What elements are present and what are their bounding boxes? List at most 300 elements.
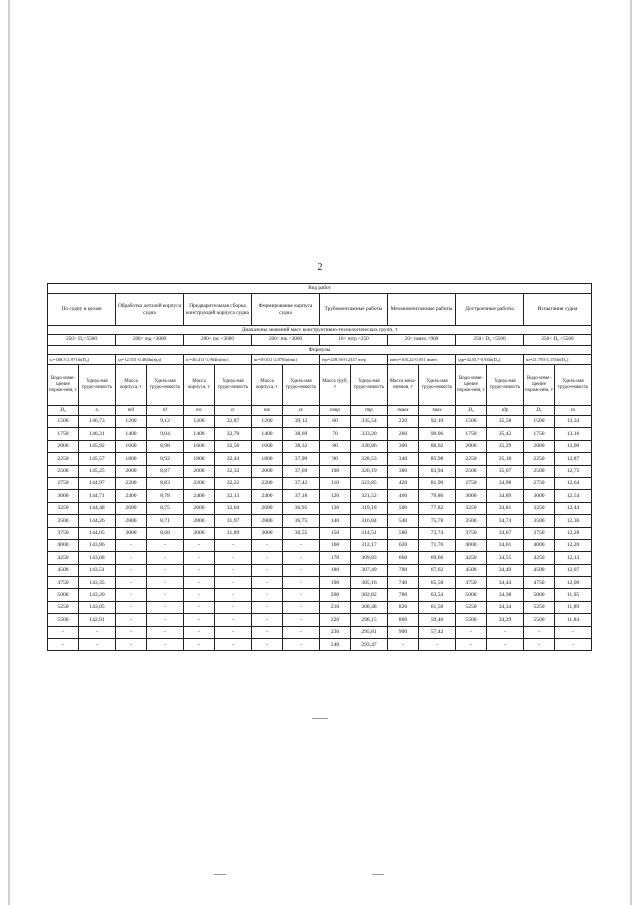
table-cell: 2250 (524, 453, 555, 465)
table-cell: 307,49 (351, 564, 388, 576)
table-cell: 13,34 (555, 416, 592, 428)
table-cell: 2400 (116, 490, 147, 502)
table-cell: - (283, 614, 320, 626)
column-header: Удель-ная трудо-емкость (215, 365, 252, 406)
table-cell: 144,05 (79, 527, 116, 539)
column-header: Удель-ная трудо-емкость (283, 365, 320, 406)
table-cell: 32,13 (215, 490, 252, 502)
table-cell: 316,84 (351, 515, 388, 527)
table-cell: 13,16 (555, 428, 592, 440)
table-cell: 110 (320, 477, 351, 489)
table-cell: 35,29 (487, 440, 524, 452)
table-cell: 90,06 (419, 428, 456, 440)
table-cell: 11,84 (555, 614, 592, 626)
table-cell: 8,98 (147, 440, 184, 452)
table-cell: - (184, 552, 215, 564)
table-cell: - (419, 639, 456, 651)
table-cell: 220 (320, 614, 351, 626)
table-cell: - (184, 577, 215, 589)
table-cell: 2800 (252, 515, 283, 527)
table-row (48, 552, 592, 564)
column-symbol: tк (283, 406, 320, 416)
table-cell: 34,44 (487, 577, 524, 589)
table-cell: 2000 (116, 465, 147, 477)
table-cell: 4250 (456, 552, 487, 564)
table-row (48, 601, 592, 613)
column-symbol: D₀ (48, 406, 79, 416)
table-cell: - (116, 552, 147, 564)
table-cell: 2000 (456, 440, 487, 452)
mass-range-cell: 250< D₀ <5500 (456, 335, 524, 346)
table-cell: 780 (388, 589, 419, 601)
table-cell: - (147, 539, 184, 551)
table-cell: 660 (388, 552, 419, 564)
table-cell: 580 (388, 527, 419, 539)
formula-cell: tₛ=168,5-2,971ln(D₀) (48, 355, 116, 365)
column-header: Масса меха-низмов, т (388, 365, 419, 406)
table-cell: 1600 (184, 440, 215, 452)
table-cell: 142,91 (79, 614, 116, 626)
table-cell: 88,02 (419, 440, 456, 452)
table-title: Вид работ (48, 284, 592, 294)
column-header: Масса труб, т (320, 365, 351, 406)
formula-cell: tд=12,551-0,484ln(mд) (116, 355, 184, 365)
table-cell: 32,04 (215, 502, 252, 514)
table-cell: 9,12 (147, 416, 184, 428)
labor-intensity-table-wrapper (47, 283, 591, 651)
table-cell: 12,13 (555, 552, 592, 564)
table-cell: 12,00 (555, 577, 592, 589)
table-cell: 12,54 (555, 490, 592, 502)
table-row (48, 564, 592, 576)
table-cell: 1500 (456, 416, 487, 428)
table-cell: 145,25 (79, 465, 116, 477)
table-cell: 32,22 (215, 477, 252, 489)
work-type-header: Формирование корпуса судна (252, 294, 320, 326)
table-cell: 2600 (184, 502, 215, 514)
column-symbol: tдр (487, 406, 524, 416)
table-cell: 12,75 (555, 465, 592, 477)
table-cell: 319,18 (351, 502, 388, 514)
table-cell: 220 (388, 416, 419, 428)
table-cell: 34,29 (487, 614, 524, 626)
table-row (48, 465, 592, 477)
table-cell: 13,00 (555, 440, 592, 452)
table-cell: 1600 (252, 440, 283, 452)
table-cell: 69,66 (419, 552, 456, 564)
table-cell: 5250 (524, 601, 555, 613)
table-cell: - (147, 601, 184, 613)
table-cell: 3750 (524, 527, 555, 539)
column-header: Масса корпуса, т (184, 365, 215, 406)
table-cell: 143,05 (79, 601, 116, 613)
table-cell: 57,42 (419, 626, 456, 638)
table-cell: 5500 (456, 614, 487, 626)
table-cell: 328,53 (351, 453, 388, 465)
table-cell: 8,71 (147, 515, 184, 527)
table-cell: 2600 (116, 502, 147, 514)
table-cell: 323,85 (351, 477, 388, 489)
table-cell: 5000 (524, 589, 555, 601)
table-cell: - (487, 626, 524, 638)
work-type-header: Механомонтажные работы (388, 294, 456, 326)
table-cell: 12,87 (555, 453, 592, 465)
table-cell: 11,95 (555, 589, 592, 601)
table-cell: 4000 (48, 539, 79, 551)
table-cell: 36,55 (283, 527, 320, 539)
table-cell: - (252, 564, 283, 576)
table-cell: - (456, 639, 487, 651)
table-cell: - (79, 639, 116, 651)
table-cell: 2000 (184, 465, 215, 477)
table-row (48, 428, 592, 440)
table-cell: 144,71 (79, 490, 116, 502)
table-cell: 305,16 (351, 577, 388, 589)
table-cell: 144,26 (79, 515, 116, 527)
table-cell: 34,74 (487, 515, 524, 527)
table-cell: 2750 (456, 477, 487, 489)
table-cell: 900 (388, 626, 419, 638)
table-row (48, 502, 592, 514)
column-header: Водо-изме-щение порож-нем, т (48, 365, 79, 406)
table-cell: 2250 (48, 453, 79, 465)
column-header: Водо-изме-щение порож-нем, т (524, 365, 555, 406)
table-cell: 100 (320, 465, 351, 477)
table-cell: 32,87 (215, 416, 252, 428)
table-cell: - (283, 539, 320, 551)
table-cell: 460 (388, 490, 419, 502)
table-cell: 4750 (48, 577, 79, 589)
table-cell: 4750 (524, 577, 555, 589)
table-cell: 330,86 (351, 440, 388, 452)
table-cell: 3000 (252, 527, 283, 539)
table-cell: 309,83 (351, 552, 388, 564)
table-row (48, 515, 592, 527)
table-cell: 1500 (48, 416, 79, 428)
table-cell: 32,44 (215, 453, 252, 465)
table-cell: 2400 (184, 490, 215, 502)
table-cell: 70 (320, 428, 351, 440)
table-cell: 34,55 (487, 552, 524, 564)
table-cell: 59,46 (419, 614, 456, 626)
table-cell: 3750 (456, 527, 487, 539)
table-cell: - (252, 639, 283, 651)
table-cell: 120 (320, 490, 351, 502)
table-cell: - (215, 626, 252, 638)
mass-range-cell: 200< mс <3000 (184, 335, 252, 346)
table-row (48, 639, 592, 651)
table-cell: - (116, 564, 147, 576)
table-row (48, 589, 592, 601)
table-cell: - (184, 601, 215, 613)
table-cell: 12,44 (555, 502, 592, 514)
table-cell: 1750 (456, 428, 487, 440)
table-row (48, 453, 592, 465)
table-cell: - (184, 589, 215, 601)
table-cell: 333,20 (351, 428, 388, 440)
table-cell: - (388, 639, 419, 651)
table-cell: - (524, 626, 555, 638)
mass-range-cell: 250< D₀<5500 (48, 335, 116, 346)
table-row (48, 614, 592, 626)
table-cell: 2200 (252, 477, 283, 489)
table-cell: 77,82 (419, 502, 456, 514)
labor-intensity-table (47, 283, 592, 651)
table-cell: 34,34 (487, 601, 524, 613)
scan-left-edge (8, 0, 10, 905)
table-row (48, 527, 592, 539)
table-cell: 37,69 (283, 465, 320, 477)
table-cell: 31,89 (215, 527, 252, 539)
table-cell: 1800 (116, 453, 147, 465)
table-cell: 144,97 (79, 477, 116, 489)
table-cell: 73,74 (419, 527, 456, 539)
column-header: Удель-ная трудо-емкость (419, 365, 456, 406)
table-cell: 1200 (184, 416, 215, 428)
table-cell: 37,42 (283, 477, 320, 489)
table-cell: - (147, 614, 184, 626)
table-row (48, 490, 592, 502)
column-header: Масса корпуса, т (116, 365, 147, 406)
table-cell: - (252, 626, 283, 638)
formula-cell: tс=40,411-1,964ln(mс) (184, 355, 252, 365)
formulas-title: Формулы (48, 346, 592, 355)
table-row (48, 577, 592, 589)
table-cell: 210 (320, 601, 351, 613)
column-symbol: D₀ (524, 406, 555, 416)
column-symbol: tₛ (79, 406, 116, 416)
mass-range-cell: 200< mк <3000 (252, 335, 320, 346)
table-cell: 335,54 (351, 416, 388, 428)
table-cell: 860 (388, 614, 419, 626)
table-cell: - (555, 639, 592, 651)
table-cell: - (252, 601, 283, 613)
table-cell: - (487, 639, 524, 651)
table-cell: 37,99 (283, 453, 320, 465)
table-cell: 37,18 (283, 490, 320, 502)
table-cell: 4500 (48, 564, 79, 576)
mass-range-cell: 250< D₀ <5500 (524, 335, 592, 346)
table-cell: 2000 (252, 465, 283, 477)
table-cell: 160 (320, 539, 351, 551)
table-cell: 12,36 (555, 515, 592, 527)
table-cell: 34,81 (487, 502, 524, 514)
table-cell: 32,70 (215, 428, 252, 440)
table-cell: 5000 (456, 589, 487, 601)
table-cell: 321,52 (351, 490, 388, 502)
table-cell: - (252, 577, 283, 589)
table-cell: 12,20 (555, 539, 592, 551)
table-row (48, 416, 592, 428)
table-cell: - (215, 552, 252, 564)
table-cell: 32,32 (215, 465, 252, 477)
table-cell: 260 (388, 428, 419, 440)
table-cell: 1400 (184, 428, 215, 440)
table-cell: 2750 (48, 477, 79, 489)
table-cell: - (79, 626, 116, 638)
table-cell: 1800 (252, 453, 283, 465)
work-type-header: Трубомонтажные работы (320, 294, 388, 326)
table-cell: - (116, 539, 147, 551)
table-cell: - (116, 639, 147, 651)
table-cell: 143,35 (79, 577, 116, 589)
table-cell: 2800 (116, 515, 147, 527)
table-cell: 3000 (524, 490, 555, 502)
scan-mark (372, 874, 384, 875)
formula-cell: tмех=103,22-0,051 mмех (388, 355, 456, 365)
table-cell: - (116, 614, 147, 626)
table-cell: 34,61 (487, 539, 524, 551)
table-cell: - (147, 639, 184, 651)
formula-cell: tдр=42,817-0,94ln(D₀) (456, 355, 524, 365)
table-cell: 38,69 (283, 428, 320, 440)
work-type-header: Предварительная сборка конструкций корпуса судна (184, 294, 252, 326)
table-cell: - (215, 539, 252, 551)
table-cell: 12,28 (555, 527, 592, 539)
table-cell: 170 (320, 552, 351, 564)
table-cell: 9,04 (147, 428, 184, 440)
table-cell: 1200 (252, 416, 283, 428)
column-header: Удель-ная трудо-емкость (487, 365, 524, 406)
table-cell: 143,86 (79, 539, 116, 551)
table-cell: 3000 (184, 527, 215, 539)
table-cell: 34,67 (487, 527, 524, 539)
column-symbol: mс (184, 406, 215, 416)
table-cell: 1400 (116, 428, 147, 440)
mass-range-cell: 10< mтр <250 (320, 335, 388, 346)
table-cell: 5250 (48, 601, 79, 613)
column-symbol: D₀ (456, 406, 487, 416)
table-cell: - (147, 577, 184, 589)
table-cell: - (147, 626, 184, 638)
table-cell: 39,12 (283, 416, 320, 428)
table-cell: 12,07 (555, 564, 592, 576)
table-cell: - (215, 577, 252, 589)
table-cell: 1750 (48, 428, 79, 440)
table-cell: 3250 (48, 502, 79, 514)
ranges-title: Диапазоны значений масс конструктивно-технологических групп, т (48, 326, 592, 335)
table-cell: - (283, 552, 320, 564)
table-cell: 31,97 (215, 515, 252, 527)
table-cell: - (184, 564, 215, 576)
column-header: Удель-ная трудо-емкость (351, 365, 388, 406)
table-cell: 38,32 (283, 440, 320, 452)
table-cell: 8,68 (147, 527, 184, 539)
table-cell: 36,75 (283, 515, 320, 527)
table-cell: 540 (388, 515, 419, 527)
table-cell: 298,15 (351, 614, 388, 626)
table-cell: - (184, 626, 215, 638)
table-cell: 420 (388, 477, 419, 489)
table-cell: 8,83 (147, 477, 184, 489)
table-cell: 145,57 (79, 453, 116, 465)
table-cell: 240 (320, 639, 351, 651)
table-cell: - (252, 552, 283, 564)
table-cell: 5250 (456, 601, 487, 613)
table-cell: 1500 (524, 416, 555, 428)
table-cell: - (283, 577, 320, 589)
table-cell: - (147, 552, 184, 564)
table-cell: 300,48 (351, 601, 388, 613)
table-cell: 2400 (252, 490, 283, 502)
mass-range-cell: 20< mмех <900 (388, 335, 456, 346)
table-cell: 36,95 (283, 502, 320, 514)
table-cell: 2500 (524, 465, 555, 477)
table-cell: 3250 (524, 502, 555, 514)
formula-cell: tтр=249,56-0,2337 mтр (320, 355, 388, 365)
table-cell: 35,07 (487, 465, 524, 477)
table-cell: 34,89 (487, 490, 524, 502)
table-cell: - (456, 626, 487, 638)
formula-cell: tи=21,783-1,155ln(D₀) (524, 355, 592, 365)
column-symbol: mтр (320, 406, 351, 416)
table-cell: 11,89 (555, 601, 592, 613)
table-cell: 4250 (48, 552, 79, 564)
column-symbol: mмех (388, 406, 419, 416)
table-cell: - (215, 589, 252, 601)
table-cell: 144,48 (79, 502, 116, 514)
table-cell: 2750 (524, 477, 555, 489)
table-cell: 140 (320, 515, 351, 527)
table-cell: - (252, 614, 283, 626)
column-header: Масса корпуса, т (252, 365, 283, 406)
table-cell: 60 (320, 416, 351, 428)
table-cell: 1600 (116, 440, 147, 452)
table-cell: 8,92 (147, 453, 184, 465)
table-cell: 2000 (48, 440, 79, 452)
scan-mark (312, 718, 328, 719)
table-cell: - (252, 539, 283, 551)
table-cell: 130 (320, 502, 351, 514)
table-cell: 302,82 (351, 589, 388, 601)
table-cell: 146,73 (79, 416, 116, 428)
table-cell: 4250 (524, 552, 555, 564)
table-cell: 314,51 (351, 527, 388, 539)
column-symbol: mд (116, 406, 147, 416)
work-type-header: По судну в целом (48, 294, 116, 326)
table-cell: 146,31 (79, 428, 116, 440)
table-cell: 300 (388, 440, 419, 452)
table-cell: 71,70 (419, 539, 456, 551)
table-cell: - (252, 589, 283, 601)
table-cell: 150 (320, 527, 351, 539)
scan-right-edge (630, 0, 632, 905)
scan-mark (214, 874, 226, 875)
table-cell: 190 (320, 577, 351, 589)
table-cell: 12,64 (555, 477, 592, 489)
table-cell: 90 (320, 453, 351, 465)
table-cell: 820 (388, 601, 419, 613)
table-cell: 4500 (524, 564, 555, 576)
mass-range-cell: 200< mд <3000 (116, 335, 184, 346)
table-cell: 700 (388, 564, 419, 576)
column-header: Водо-изме-щение порож-нем, т (456, 365, 487, 406)
column-header: Удель-ная трудо-емкость (147, 365, 184, 406)
table-cell: - (283, 589, 320, 601)
table-cell: - (116, 601, 147, 613)
table-cell: 200 (320, 589, 351, 601)
table-cell: 143,68 (79, 552, 116, 564)
table-cell: 2000 (524, 440, 555, 452)
table-cell: 3500 (48, 515, 79, 527)
table-cell: - (215, 639, 252, 651)
column-header: Удель-ная трудо-емкость (555, 365, 592, 406)
table-cell: - (215, 601, 252, 613)
table-cell: - (147, 564, 184, 576)
table-cell: 4000 (456, 539, 487, 551)
table-cell: - (215, 564, 252, 576)
table-cell: 143,51 (79, 564, 116, 576)
